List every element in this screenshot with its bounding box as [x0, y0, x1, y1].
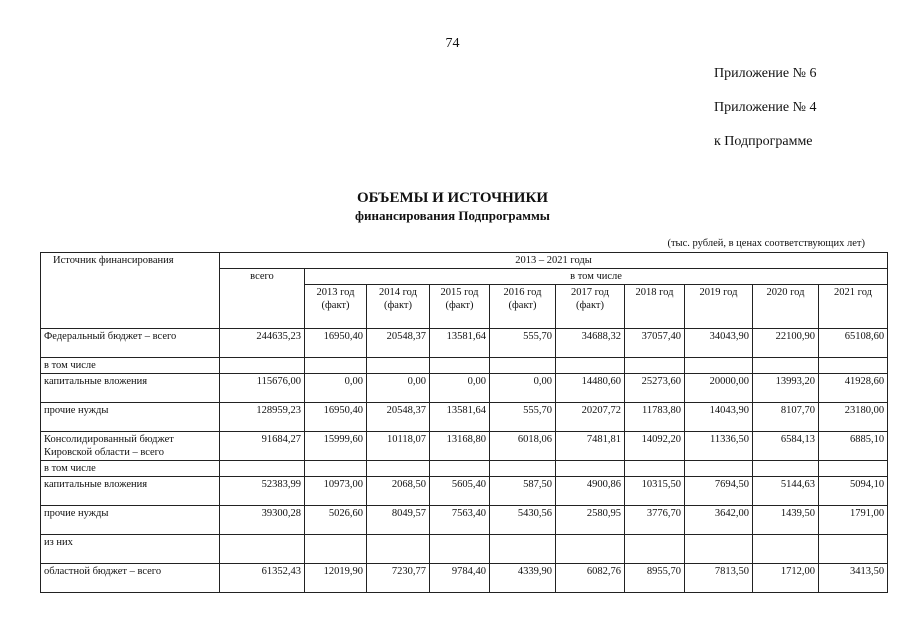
cell-value: 3413,50	[819, 564, 888, 593]
document-title: ОБЪЕМЫ И ИСТОЧНИКИ	[356, 190, 549, 206]
cell-value: 16950,40	[305, 329, 367, 358]
cell-total: 244635,23	[220, 329, 305, 358]
cell-value	[625, 535, 685, 564]
cell-value: 25273,60	[625, 374, 685, 403]
cell-total	[220, 535, 305, 564]
appendix-line-1: Приложение № 6	[714, 66, 817, 81]
cell-value: 23180,00	[819, 403, 888, 432]
page-number: 74	[445, 36, 460, 51]
cell-value: 65108,60	[819, 329, 888, 358]
row-label: капитальные вложения	[41, 374, 220, 403]
row-label: из них	[41, 535, 220, 564]
cell-value: 20000,00	[685, 374, 753, 403]
cell-value	[819, 535, 888, 564]
cell-value: 7813,50	[685, 564, 753, 593]
cell-value: 14092,20	[625, 432, 685, 461]
cell-value: 13581,64	[430, 329, 490, 358]
cell-value: 1712,00	[753, 564, 819, 593]
cell-value: 4900,86	[556, 477, 625, 506]
cell-total	[220, 358, 305, 374]
cell-value: 0,00	[305, 374, 367, 403]
cell-value	[685, 358, 753, 374]
cell-value: 34043,90	[685, 329, 753, 358]
cell-total: 128959,23	[220, 403, 305, 432]
cell-value	[753, 461, 819, 477]
cell-value: 20548,37	[367, 403, 430, 432]
cell-value: 5094,10	[819, 477, 888, 506]
row-label: в том числе	[41, 461, 220, 477]
cell-value: 4339,90	[490, 564, 556, 593]
cell-value: 13581,64	[430, 403, 490, 432]
cell-value: 1791,00	[819, 506, 888, 535]
row-label: прочие нужды	[41, 403, 220, 432]
cell-value	[685, 535, 753, 564]
table-body	[41, 329, 888, 593]
cell-total: 115676,00	[220, 374, 305, 403]
cell-value	[685, 461, 753, 477]
cell-value: 15999,60	[305, 432, 367, 461]
cell-value: 10973,00	[305, 477, 367, 506]
row-label: Консолидированный бюджет Кировской области – всего	[41, 432, 220, 461]
cell-value: 555,70	[490, 403, 556, 432]
cell-value: 587,50	[490, 477, 556, 506]
cell-value: 2580,95	[556, 506, 625, 535]
cell-value	[305, 461, 367, 477]
cell-value: 14480,60	[556, 374, 625, 403]
header-period: 2013 – 2021 годы	[220, 253, 888, 269]
cell-value: 12019,90	[305, 564, 367, 593]
cell-value: 7481,81	[556, 432, 625, 461]
cell-value: 22100,90	[753, 329, 819, 358]
cell-value	[490, 358, 556, 374]
cell-value	[367, 461, 430, 477]
appendix-line-3: к Подпрограмме	[714, 134, 813, 149]
financing-table	[40, 252, 888, 593]
table-row	[41, 374, 888, 403]
cell-value	[819, 461, 888, 477]
cell-value: 5605,40	[430, 477, 490, 506]
row-label: в том числе	[41, 358, 220, 374]
cell-value: 20548,37	[367, 329, 430, 358]
document-subtitle: финансирования Подпрограммы	[355, 208, 550, 223]
cell-value: 8107,70	[753, 403, 819, 432]
cell-value	[625, 358, 685, 374]
header-year: 2020 год	[753, 285, 819, 329]
cell-value	[490, 461, 556, 477]
header-year: 2014 год (факт)	[367, 285, 430, 329]
cell-total: 52383,99	[220, 477, 305, 506]
cell-value: 8955,70	[625, 564, 685, 593]
table-row	[41, 535, 888, 564]
header-year: 2013 год (факт)	[305, 285, 367, 329]
cell-value: 7563,40	[430, 506, 490, 535]
cell-total: 61352,43	[220, 564, 305, 593]
cell-value: 3642,00	[685, 506, 753, 535]
cell-value: 5430,56	[490, 506, 556, 535]
cell-value: 13993,20	[753, 374, 819, 403]
table-row	[41, 403, 888, 432]
cell-value: 1439,50	[753, 506, 819, 535]
cell-value: 13168,80	[430, 432, 490, 461]
cell-value: 37057,40	[625, 329, 685, 358]
header-year: 2018 год	[625, 285, 685, 329]
cell-value: 6082,76	[556, 564, 625, 593]
cell-value: 3776,70	[625, 506, 685, 535]
cell-value	[430, 461, 490, 477]
table-row	[41, 506, 888, 535]
header-total: всего	[220, 269, 305, 329]
cell-value	[556, 535, 625, 564]
cell-value: 5026,60	[305, 506, 367, 535]
units-note: (тыс. рублей, в ценах соответствующих лет)	[667, 238, 865, 249]
cell-value: 10118,07	[367, 432, 430, 461]
cell-total: 39300,28	[220, 506, 305, 535]
cell-value: 6018,06	[490, 432, 556, 461]
cell-value: 0,00	[490, 374, 556, 403]
cell-value	[305, 358, 367, 374]
row-label: Федеральный бюджет – всего	[41, 329, 220, 358]
table-row	[41, 564, 888, 593]
appendix-line-2: Приложение № 4	[714, 100, 817, 115]
row-label: прочие нужды	[41, 506, 220, 535]
cell-total	[220, 461, 305, 477]
table-row	[41, 329, 888, 358]
cell-value	[430, 358, 490, 374]
header-including: в том числе	[305, 269, 888, 285]
header-year: 2016 год (факт)	[490, 285, 556, 329]
cell-value: 7230,77	[367, 564, 430, 593]
cell-value	[305, 535, 367, 564]
cell-value: 555,70	[490, 329, 556, 358]
cell-value: 0,00	[367, 374, 430, 403]
cell-value	[556, 358, 625, 374]
cell-value: 10315,50	[625, 477, 685, 506]
cell-value	[753, 358, 819, 374]
cell-value: 34688,32	[556, 329, 625, 358]
cell-value: 5144,63	[753, 477, 819, 506]
cell-value	[819, 358, 888, 374]
cell-value: 6584,13	[753, 432, 819, 461]
cell-value	[556, 461, 625, 477]
cell-value	[367, 535, 430, 564]
header-source: Источник финансирования	[41, 253, 220, 329]
table-row	[41, 477, 888, 506]
cell-value: 0,00	[430, 374, 490, 403]
cell-value: 7694,50	[685, 477, 753, 506]
cell-value: 14043,90	[685, 403, 753, 432]
cell-value: 8049,57	[367, 506, 430, 535]
cell-value: 16950,40	[305, 403, 367, 432]
cell-value	[367, 358, 430, 374]
row-label: капитальные вложения	[41, 477, 220, 506]
cell-value: 11783,80	[625, 403, 685, 432]
cell-value	[430, 535, 490, 564]
header-year: 2015 год (факт)	[430, 285, 490, 329]
cell-value: 9784,40	[430, 564, 490, 593]
cell-value: 6885,10	[819, 432, 888, 461]
header-year: 2019 год	[685, 285, 753, 329]
cell-value	[625, 461, 685, 477]
cell-value: 11336,50	[685, 432, 753, 461]
row-label: областной бюджет – всего	[41, 564, 220, 593]
cell-total: 91684,27	[220, 432, 305, 461]
table-row	[41, 461, 888, 477]
cell-value: 41928,60	[819, 374, 888, 403]
header-year: 2017 год (факт)	[556, 285, 625, 329]
cell-value	[753, 535, 819, 564]
header-year: 2021 год	[819, 285, 888, 329]
cell-value: 2068,50	[367, 477, 430, 506]
table-row	[41, 358, 888, 374]
table-row	[41, 432, 888, 461]
cell-value	[490, 535, 556, 564]
cell-value: 20207,72	[556, 403, 625, 432]
